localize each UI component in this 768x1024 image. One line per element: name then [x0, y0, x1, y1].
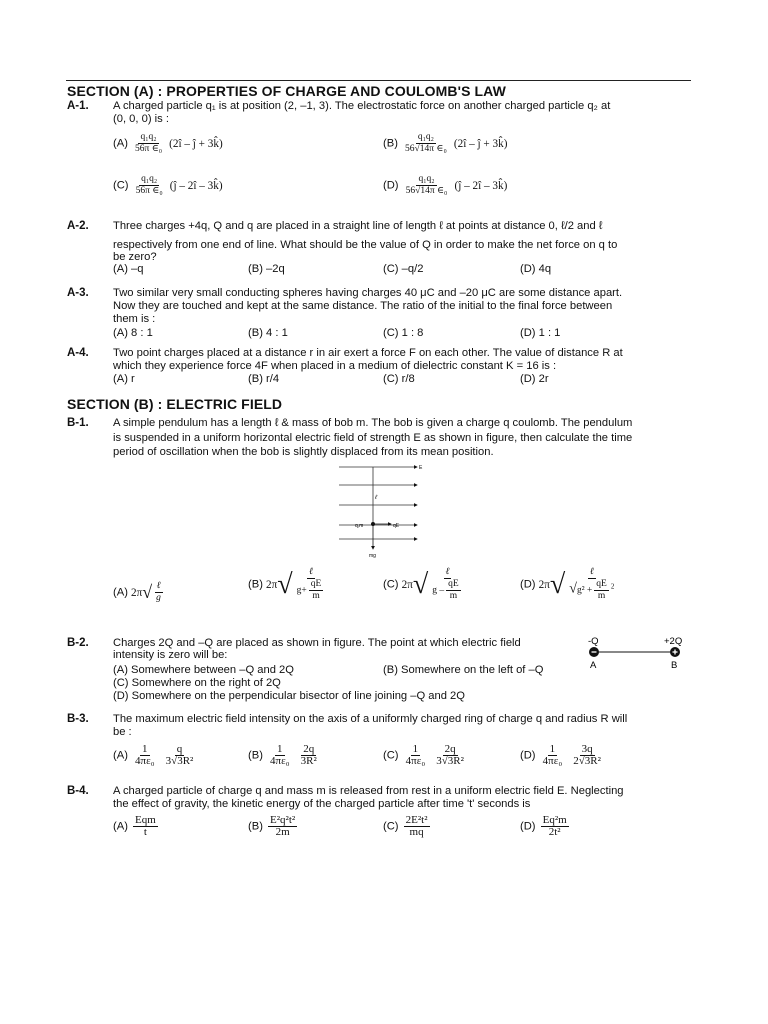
fraction-numerator: 2q	[444, 743, 456, 755]
option-label: (D)	[520, 820, 536, 833]
question-b4	[67, 785, 695, 850]
fraction-numerator: ℓ	[156, 581, 161, 591]
question-number: B-1.	[67, 417, 89, 429]
fraction-numerator: ℓ	[309, 567, 313, 577]
option-label: (B)	[383, 137, 398, 150]
question-number: A-4.	[67, 347, 89, 359]
option-d	[520, 744, 605, 767]
option-b	[248, 815, 299, 838]
two-pi: 2π	[401, 578, 413, 591]
option-label: (D)	[520, 749, 536, 762]
fraction-denominator: t	[143, 826, 147, 838]
fraction-denominator: g	[156, 593, 161, 603]
question-text-line: respectively from one end of line. What should be the value of Q in order to make the net force on q to	[113, 239, 618, 251]
fraction-numerator: Eqm	[135, 814, 156, 826]
question-text-line: is suspended in a uniform horizontal electric field of strength E as shown in figure, then calculate the time	[113, 432, 633, 444]
inner-denominator: m	[312, 591, 320, 601]
question-a4	[67, 347, 695, 389]
question-text-line: A charged particle of charge q and mass m is released from rest in a uniform electric field E. Neglecting	[113, 785, 624, 797]
option-a: (A) 8 : 1	[113, 327, 153, 339]
option-label: (D)	[383, 179, 399, 192]
question-text-line: be zero?	[113, 251, 157, 263]
option-c	[383, 815, 432, 838]
fraction-numerator: q₁q₂	[418, 174, 435, 184]
question-number: A-1.	[67, 100, 89, 112]
question-text-line: The maximum electric field intensity on the axis of a uniformly charged ring of charge q and radius R will	[113, 713, 628, 725]
vector-expression: (ĵ – 2î – 3k̂)	[169, 179, 223, 192]
question-number: B-3.	[67, 713, 89, 725]
question-text-line: them is :	[113, 313, 156, 325]
option-label: (B)	[248, 820, 263, 833]
fraction-denominator: 56π ∈₀	[135, 186, 163, 196]
option-d: (D) 2r	[520, 373, 549, 385]
charge-label-a: -Q	[588, 636, 599, 647]
fraction-denominator: 2m	[275, 826, 290, 838]
option-label: (B)	[248, 749, 263, 762]
option-a: (A) r	[113, 373, 135, 385]
pendulum-figure	[335, 461, 425, 561]
option-b: (B) –2q	[248, 263, 285, 275]
inner-denominator: m	[449, 591, 458, 601]
option-label: (A)	[113, 137, 128, 150]
fraction-numerator: ℓ	[589, 567, 594, 577]
g-minus: g –	[432, 585, 445, 596]
option-label: (A)	[113, 820, 128, 833]
question-text-line: the effect of gravity, the kinetic energy of the charged particle after time 't' seconds is	[113, 798, 531, 810]
option-c: (C) –q/2	[383, 263, 424, 275]
option-c	[113, 174, 223, 197]
option-label: (D)	[520, 578, 536, 591]
question-a1	[67, 100, 695, 210]
inner-denominator: m	[597, 591, 606, 601]
option-b: (B) Somewhere on the left of –Q	[383, 664, 544, 676]
question-a3	[67, 287, 695, 343]
bob-label: q,m	[355, 523, 364, 529]
option-label: (C)	[383, 820, 399, 833]
weight-label: mg	[369, 553, 376, 559]
inner-numerator: qE	[448, 579, 459, 589]
g-plus: g+	[296, 585, 307, 596]
option-c: (C) r/8	[383, 373, 415, 385]
fraction-denominator: 3√3R²	[436, 755, 464, 767]
fraction-denominator: 3R²	[300, 755, 317, 767]
fraction-numerator: 2q	[303, 743, 315, 755]
option-c: (C) Somewhere on the right of 2Q	[113, 677, 281, 689]
option-b: (B) 2π√ ℓ g+ $\frac{qE}{m}$	[248, 567, 322, 601]
option-d: (D) 4q	[520, 263, 552, 275]
fraction-denominator: 2t²	[548, 826, 561, 838]
fraction-numerator: 1	[549, 743, 556, 755]
fraction-denominator: 56√14π ∈₀	[405, 144, 447, 154]
section-a-title: SECTION (A) : PROPERTIES OF CHARGE AND COULOMB'S LAW	[67, 83, 506, 99]
question-text-line: Two point charges placed at a distance r in air exert a force F on each other. The value of distance R at	[113, 347, 623, 359]
two-pi: 2π	[538, 578, 550, 591]
fraction-numerator: E²q²t²	[270, 814, 296, 826]
two-pi: 2π	[131, 586, 143, 599]
option-b	[248, 744, 321, 767]
question-a2	[67, 220, 695, 282]
fraction-denominator: 4πε₀	[405, 755, 426, 767]
question-text-line: A simple pendulum has a length ℓ & mass of bob m. The bob is given a charge q coulomb. The pendulum	[113, 417, 633, 429]
fraction-denominator: 56π ∈₀	[135, 144, 163, 154]
question-text-line: be :	[113, 726, 132, 738]
fraction-numerator: 1	[412, 743, 419, 755]
question-b2	[67, 637, 695, 707]
fraction-numerator: q	[176, 743, 183, 755]
option-d	[520, 815, 571, 838]
question-text-line: (0, 0, 0) is :	[113, 113, 169, 125]
fraction-denominator: 56√14π ∈₀	[405, 186, 448, 196]
inner-numerator: qE	[596, 579, 607, 589]
option-a	[113, 744, 197, 767]
option-c: (C) 1 : 8	[383, 327, 424, 339]
option-d	[383, 174, 507, 197]
question-number: A-2.	[67, 220, 89, 232]
g-squared: g² +	[576, 585, 593, 596]
fraction-denominator: 4πε₀	[542, 755, 563, 767]
fraction-numerator: q₁q₂	[140, 132, 157, 142]
fraction-denominator: 3√3R²	[165, 755, 194, 767]
field-label: E	[419, 465, 423, 471]
vector-expression: (ĵ – 2î – 3k̂)	[454, 179, 508, 192]
option-d: (D) 2π√ ℓ √g² + $\frac{qE}{m}$ $^2$	[520, 567, 615, 601]
inner-numerator: qE	[310, 579, 322, 589]
question-text-line: Three charges +4q, Q and q are placed in a straight line of length ℓ at points at distance 0, ℓ/2 and ℓ	[113, 220, 603, 232]
option-a: (A) –q	[113, 263, 144, 275]
question-text-line: which they experience force 4F when placed in a medium of dielectric constant K = 16 is :	[113, 360, 557, 372]
fraction-denominator: 4πε₀	[135, 755, 155, 767]
question-text-line: Now they are touched and kept at the same distance. The ratio of the initial to the final force between	[113, 300, 613, 312]
fraction-numerator: 2E²t²	[405, 814, 428, 826]
question-text-line: intensity is zero will be:	[113, 649, 228, 661]
charge-label-b: +2Q	[664, 636, 683, 647]
option-label: (C)	[383, 578, 399, 591]
question-b1	[67, 417, 695, 629]
fraction-numerator: Eq²m	[542, 814, 567, 826]
option-label: (C)	[113, 179, 129, 192]
option-label: (C)	[383, 749, 399, 762]
option-b: (B) r/4	[248, 373, 280, 385]
question-number: B-2.	[67, 637, 89, 649]
option-label: (A)	[113, 586, 128, 599]
charges-figure	[584, 635, 689, 671]
option-b	[383, 132, 507, 155]
option-a: (A) Somewhere between –Q and 2Q	[113, 664, 294, 676]
question-b3	[67, 713, 695, 779]
option-label: (A)	[113, 749, 128, 762]
option-d: (D) 1 : 1	[520, 327, 561, 339]
option-a	[113, 132, 223, 155]
option-a	[113, 815, 160, 838]
fraction-denominator: mq	[409, 826, 424, 838]
question-text-line: period of oscillation when the bob is slightly displaced from its mean position.	[113, 446, 494, 458]
question-number: A-3.	[67, 287, 89, 299]
vector-expression: (2î – ĵ + 3k̂)	[169, 137, 223, 150]
fraction-denominator: 2√3R²	[573, 755, 601, 767]
option-b: (B) 4 : 1	[248, 327, 288, 339]
question-text-line: Two similar very small conducting spheres having charges 40 μC and –20 μC are some distance apart.	[113, 287, 623, 299]
option-d: (D) Somewhere on the perpendicular bisector of line joining –Q and 2Q	[113, 690, 465, 702]
fraction-numerator: 1	[142, 743, 148, 755]
section-b-title: SECTION (B) : ELECTRIC FIELD	[67, 396, 283, 412]
option-c: (C) 2π√ ℓ g – $\frac{qE}{m}$	[383, 567, 459, 601]
question-number: B-4.	[67, 785, 89, 797]
option-c	[383, 744, 468, 767]
length-label: ℓ	[375, 495, 377, 501]
fraction-numerator: 3q	[581, 743, 593, 755]
point-b-label: B	[671, 660, 678, 671]
force-label: qE	[393, 523, 400, 529]
option-a: (A) 2π√ $\frac{\text{ℓ}}{g}$	[113, 581, 161, 603]
fraction-numerator: q₁q₂	[141, 174, 158, 184]
question-text-line: A charged particle q₁ is at position (2, –1, 3). The electrostatic force on another charged particle q₂ at	[113, 100, 611, 112]
vector-expression: (2î – ĵ + 3k̂)	[453, 137, 508, 150]
fraction-numerator: 1	[277, 743, 283, 755]
fraction-denominator: 4πε₀	[270, 755, 290, 767]
two-pi: 2π	[266, 578, 278, 591]
field-lines	[339, 467, 417, 539]
point-a-label: A	[590, 660, 597, 671]
fraction-numerator: ℓ	[445, 567, 450, 577]
question-text-line: Charges 2Q and –Q are placed as shown in figure. The point at which electric field	[113, 637, 521, 649]
option-label: (B)	[248, 578, 263, 591]
top-rule	[66, 80, 691, 81]
fraction-numerator: q₁q₂	[417, 132, 434, 142]
